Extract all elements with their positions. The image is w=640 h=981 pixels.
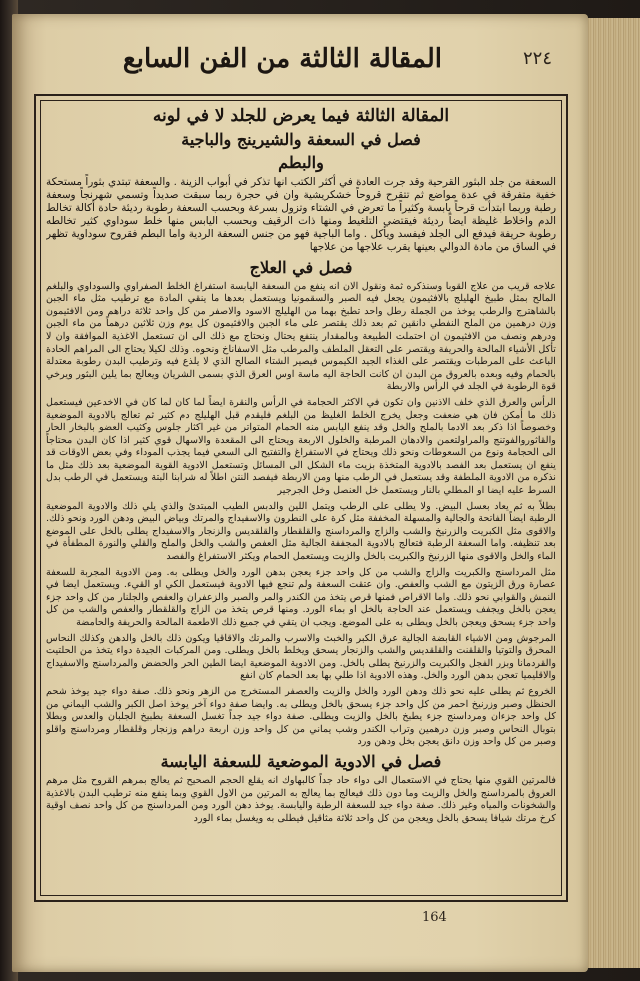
book-fore-edge [583, 18, 640, 968]
section-heading-1-cont: والبطم [278, 153, 324, 172]
paragraph-1: السعفة من جلد البثور القرحية وقد جرت العادة في أكثر الكتب انها تذكر في أبواب الزينة . والسعفة تبتدي بثوراً مستحكة خفية متفرقة في عدة مواضع ثم تتقرح قروحاً خشكريشية وان في حجرة ربما سبقت صديداً وتسمي شهرنجاً وسعفة رطبة وربما ابتدأت قرحاً يابسة وكثيراً ما تعرض في الشتاء وتزول بسرعة وبحسب السعفة رطوبة رديئة حادة أكالة تخالط الدم واخلاط غليظة ايضاً رديئة فيقتضي التلغيط ومنها ذات الرقيف وبحسب اليابس منها خلط سوداوي كثير تخالطه رطوبة حريفة فيدفع الى الجلد فيفسد ويأكل . واما الباجية فهو من جنس السعفة الردية واما البطم فقروح سوداوية تظهر في الساق من مادة الدوالي بعينها يقرب علاجها من علاجها [46, 176, 556, 254]
paragraph-5: مثل المرداسنج والكبريت والزاج والشب من كل واحد جزء يعجن بدهن الورد والخل ويطلى به. ومن الادوية المجربة للسعفة عصارة ورق الزيتون مع الشب والعفص. وان عتقت السعفة ولم تنجع فيها الادوية فيستعمل الكي او القيء. ويستعمل ايضا في النمش والقوابي نحو ذلك. واما الاقراص فمنها قرص يتخذ من الكندر والمر والصبر والزعفران والعفص والجلنار من كل واحد جزء يعجن بالخل ويجفف ويستعمل عند الحاجة بالخل او بماء الورد. ومنها قرص يتخذ من الزاج والقلقطار والعفص والشب من كل واحد جزء يسحق ويعجن بالخل ويطلى به على الموضع. ويجب ان يتقي في جميع ذلك الاطعمة المالحة والحريفة والحامضة [46, 566, 556, 628]
running-head [52, 44, 552, 84]
folio-number: 164 [422, 910, 447, 925]
paragraph-8: فالمرتين القوي منها يحتاج في الاستعمال الى دواء حاد جداً كالبهاوك انه يقلع الحجم الصحيح ثم يعالج بمرهم القروح مثل مرهم العروق بالمرداسنج والخل والزيت وما دون ذلك فيعالج بما يعالج به المرتين من الاول القوي وبما ينفع منه ترطيب البدن بالاغذية والشخونات والمياه وغير ذلك. صفة دواء جيد للسعفة الرطبة واليابسة. يوخذ دهن الورد ومن المرداسنج من كل واحد نصف اوقية كرخ مرتك شيافا يسحق بالخل ويعجن من كل واحد ثلاثة مثاقيل فيطلى به ويغسل بماء الورد [46, 774, 556, 824]
text-frame [34, 94, 568, 902]
text-block [46, 104, 556, 894]
section-heading-2: فصل في العلاج [249, 257, 353, 277]
section-heading-1: فصل في السعفة والشيرينج والباجية [181, 130, 421, 149]
chapter-heading: المقالة الثالثة فيما يعرض للجلد لا في لونه [152, 106, 450, 126]
paragraph-6: المرجوش ومن الاشياء القابضة الجالية عرق الكبر والخبث والاسرب والمرتك والاقاقيا ويكون ذلك بالخل والدهن وكذلك النحاس المحرق والتوتيا والقلقنت والقلقديس والشب والزنجار يسحق ويخلط بالخل ويطلى. ومن المركبات الجيدة دواء يتخذ من الحلتيت والقردمانا وبزر الفجل والكبريت والزرنيخ يطلى بالخل. ومن الادوية الموضعية ايضا الطين الحر والحضض والمرداسنج والاسفيداج والاقليميا تعجن بدهن الورد والخل. وهذه الادوية اذا طلي بها بعد الحمام كان انفع [46, 632, 556, 682]
book-page [12, 14, 588, 972]
section-heading-3: فصل في الادوية الموضعية للسعفة اليابسة [160, 751, 442, 771]
running-head-title: المقالة الثالثة من الفن السابع [122, 44, 442, 74]
running-head-page-number: ٢٢٤ [522, 48, 552, 69]
paragraph-2: علاجه قريب من علاج القوبا وسنذكره ثمة ونقول الان انه ينفع من السعفة اليابسة استفراغ الخلط الصفراوي والسوداوي والبلغم المالح بمثل طبيخ الهليلج بالافثيمون يجعل فيه الصبر والسقمونيا ويستعمل بعدها ما ينقي المادة مع ترطيب مثل ماء الجبن بالشاهترج والرطب يوخذ من الجملة رطل واحد تطبخ بهما من الهليلج الاسود والاصفر من كل واحد ثلاثة دراهم ومن الافثيمون وزن درهمين من الملح النفطي دانقين ثم بعد ذلك يقتصر على ماء الجبن والافثيمون كل يوم وزن ثلاثين درهماً من ماء الجبن ودرهم ونصف من الافثيمون ان احتملت الطبيعة وبالمقدار ينتفع يحتال ونحتاج مع ذلك الى ان تستعمل الاغذية الموافقة وان لا تأكل الأشياء المالحة والحريفة ويقتصر على التعقل الملطف والمرطب مثل الاسفاناخ ونحوه. وذلك لكيلا يحتاج الى المراهم الحادة الباعث على المرطبات ويقتصر على الغذاء الجيد الكيموس فيصير الشتاء الصالح الذي لا يلذع فيه وترطيب البدن رطوبة معتدلة بالحمام وفيه وبعده بالعروق من البدن ان كانت الحاجة اليه ماسة اوس العرق الذي بسمى الشريان ويعالج بما يلين البثور ويرخي قوة الرطوبة في الجلد في الرأس والاربطة [46, 280, 556, 393]
paragraph-7: الخروع ثم يطلى عليه نحو ذلك ودهن الورد والخل والزيت والعصفر المستخرج من الزهر ونحو ذلك. صفة دواء جيد يوخذ شحم الحنظل وصبر وزرنيخ احمر من كل واحد جزء يسحق بالخل ويطلى به. وايضا صفة دواء آخر يوخذ اصل الكبر والشب اليماني من كل واحد جزءان ومرداسنج جزء يطبخ بالخل والزيت ويطلى. صفة دواء جيد جداً تغسل السعفة بطبيخ الجلبان والعدس وبطلا بتوبال النحاس وصبر وزن درهمين وتراب الكندر وشب يماني من كل واحد وزن اربعة دراهم وزنجار وقلقطار ومرداسنج واقلو وصبر من كل واحد وزن دانق يعجن بخل ودهن ورد [46, 685, 556, 748]
paragraph-3: الرأس والعرق الذي خلف الاذنين وان تكون في الاكثر الحجامة في الرأس والنقرة ايضاً لما كان لما كان في الاخدعين فيستعمل ذلك ما أمكن فان هي ضعفت وجعل يخرج الخلط الغليظ من البلغم فليقدم قبل الهليلج دم كثير ثم تعالج بالادوية الموضعية وخصوصاً اذا ذكر بعد الادما بالملح والخل وقد ينفع اليابس منه الحمام المتواتر من غير اكثار جلوس وكثيب العضو بالبخار الحار والقاثوروالفوتنج والمراولتعمن والادهان المرطبة والخلول الاربعة ويحتاج الى المقعدة والاسهال قوي كثير اذا كان البدن محتاجاً الى الحجامة ونوع من السعوطات ونحو ذلك ويحتاج في الاستفراغ والتفتيح الى السعي فيما يجذب الموداء وفي بعض الاوقات قد ينفع ان يستعمل بعد الفصد بالادوية المتخذة بزيت ماء الشكل الى المسائل وتستعمل الادوية القوية الموضعية بعد ذلك مثل ما نذكره من الادوية الملطفة وقد يستعمل في الرطب منها ومن الاربطة فيفصد النتن اطلاً له شرابنا البتة ويستعمل في الرطب بدل السرط عليه ايضا او المطلي بالنار ويستعمل خل العنصل وخل الجرجير [46, 396, 556, 497]
paragraph-4: بطلاً به ثم يعاد بعسل البيض. ولا يطلى على الرطب ويتمل اللين والدبس الطيب المبتدئ والذي يلي ذلك والادوية الموضعية الرطبة ايضاً الفاتحة والجالية والمسهلة المخففة مثل كرة على النطرون والاسفيداج والمرتك وبياض البيض ودهن الورد ونحو ذلك. والاقوى مثل الكبريت والزرنيخ والشب والزاج والمرداسنج والقلقطار والقلقديس والزنجار والاسفيداج يطلى بالخل على الموضع بعد تنظيفه. واما السعفة الرطبة فتعالج بالادوية المجففة الجالية مثل العفص والشب والخل والملح والقلي والنورة المطفأة في الماء والخل والاقوى منها الزرنيخ والكبريت بالخل والزيت ويستعمل الحمام ويكثر الاستفراغ والفصد [46, 500, 556, 563]
